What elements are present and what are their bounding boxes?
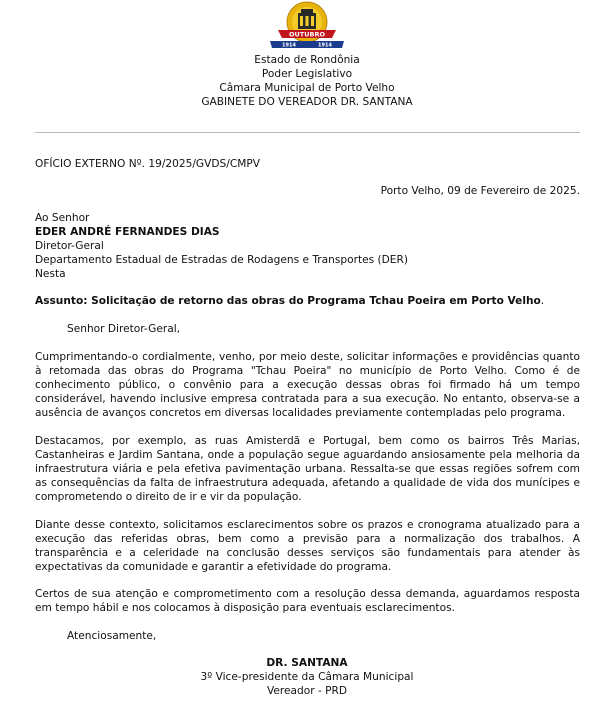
- recipient-department: Departamento Estadual de Estradas de Rodagens e Transportes (DER): [35, 254, 408, 266]
- body-paragraph-2: Destacamos, por exemplo, as ruas Amisterdã e Portugal, bem como os bairros Três Marias, Castanheiras e Jardim Santana, onde a população segue aguardando ansiosamente pela melhoria da infraestrutura viária e pela efetiva pavimentação urbana. Ressalta-se que essas regiões sofrem com as consequências da falta de infraestrutura adequada, afetando a qualidade de vida dos munícipes e comprometendo o direito de ir e vir da população.: [35, 435, 580, 503]
- subject-end: .: [540, 295, 545, 307]
- signature-role: Vereador - PRD: [266, 685, 348, 697]
- header-chamber: Câmara Municipal de Porto Velho: [219, 82, 395, 94]
- header-state: Estado de Rondônia: [254, 54, 360, 66]
- seal-year-left: 1914: [282, 42, 296, 49]
- body-paragraph-4: Certos de sua atenção e comprometimento com a resolução dessa demanda, aguardamos resposta em tempo hábil e nos colocamos à disposição para eventuais esclarecimentos.: [35, 588, 580, 614]
- recipient-role: Diretor-Geral: [35, 240, 104, 252]
- seal-year-right: 1914: [318, 42, 332, 49]
- closing: Atenciosamente,: [67, 630, 157, 642]
- subject-label: Assunto: Solicitação de retorno das obras do Programa Tchau Poeira em Porto Velho: [35, 295, 541, 307]
- signature-title: 3º Vice-presidente da Câmara Municipal: [200, 671, 414, 683]
- document-date: Porto Velho, 09 de Fevereiro de 2025.: [380, 185, 580, 197]
- city-seal-logo: [264, 1, 350, 51]
- body-paragraph-1: Cumprimentando-o cordialmente, venho, por meio deste, solicitar informações e providências quanto à retomada das obras do Programa "Tchau Poeira" no município de Porto Velho. Como é de conhecimento público, o convênio para a execução dessas obras foi firmado há um tempo considerável, havendo inclusive empresa contratada para a sua execução. No entanto, observa-se a ausência de avanços concretos em diversas localidades previamente contempladas pelo programa.: [35, 351, 580, 419]
- document-number: OFÍCIO EXTERNO Nº. 19/2025/GVDS/CMPV: [35, 158, 261, 170]
- seal-emblem: [264, 1, 350, 51]
- recipient-name: EDER ANDRÉ FERNANDES DIAS: [35, 226, 220, 238]
- signature-name: DR. SANTANA: [266, 657, 348, 669]
- recipient-greeting: Ao Senhor: [35, 212, 90, 224]
- signature-block: [0, 656, 614, 698]
- header-office: GABINETE DO VEREADOR DR. SANTANA: [201, 96, 413, 108]
- seal-banner-text: OUTUBRO: [288, 30, 326, 39]
- recipient-block: [35, 211, 580, 281]
- subject-line: [35, 294, 595, 308]
- header-divider: [35, 132, 580, 133]
- letterhead: [0, 53, 614, 109]
- salutation: Senhor Diretor-Geral,: [67, 323, 181, 335]
- body-paragraph-3: Diante desse contexto, solicitamos esclarecimentos sobre os prazos e cronograma atualizado para a execução das referidas obras, bem como a previsão para a normalização dos trabalhos. A transparência e a celeridade na conclusão desses serviços são fundamentais para atender às expectativas da comunidade e garantir a efetividade do programa.: [35, 519, 580, 573]
- header-power: Poder Legislativo: [261, 68, 353, 80]
- recipient-location: Nesta: [35, 268, 66, 280]
